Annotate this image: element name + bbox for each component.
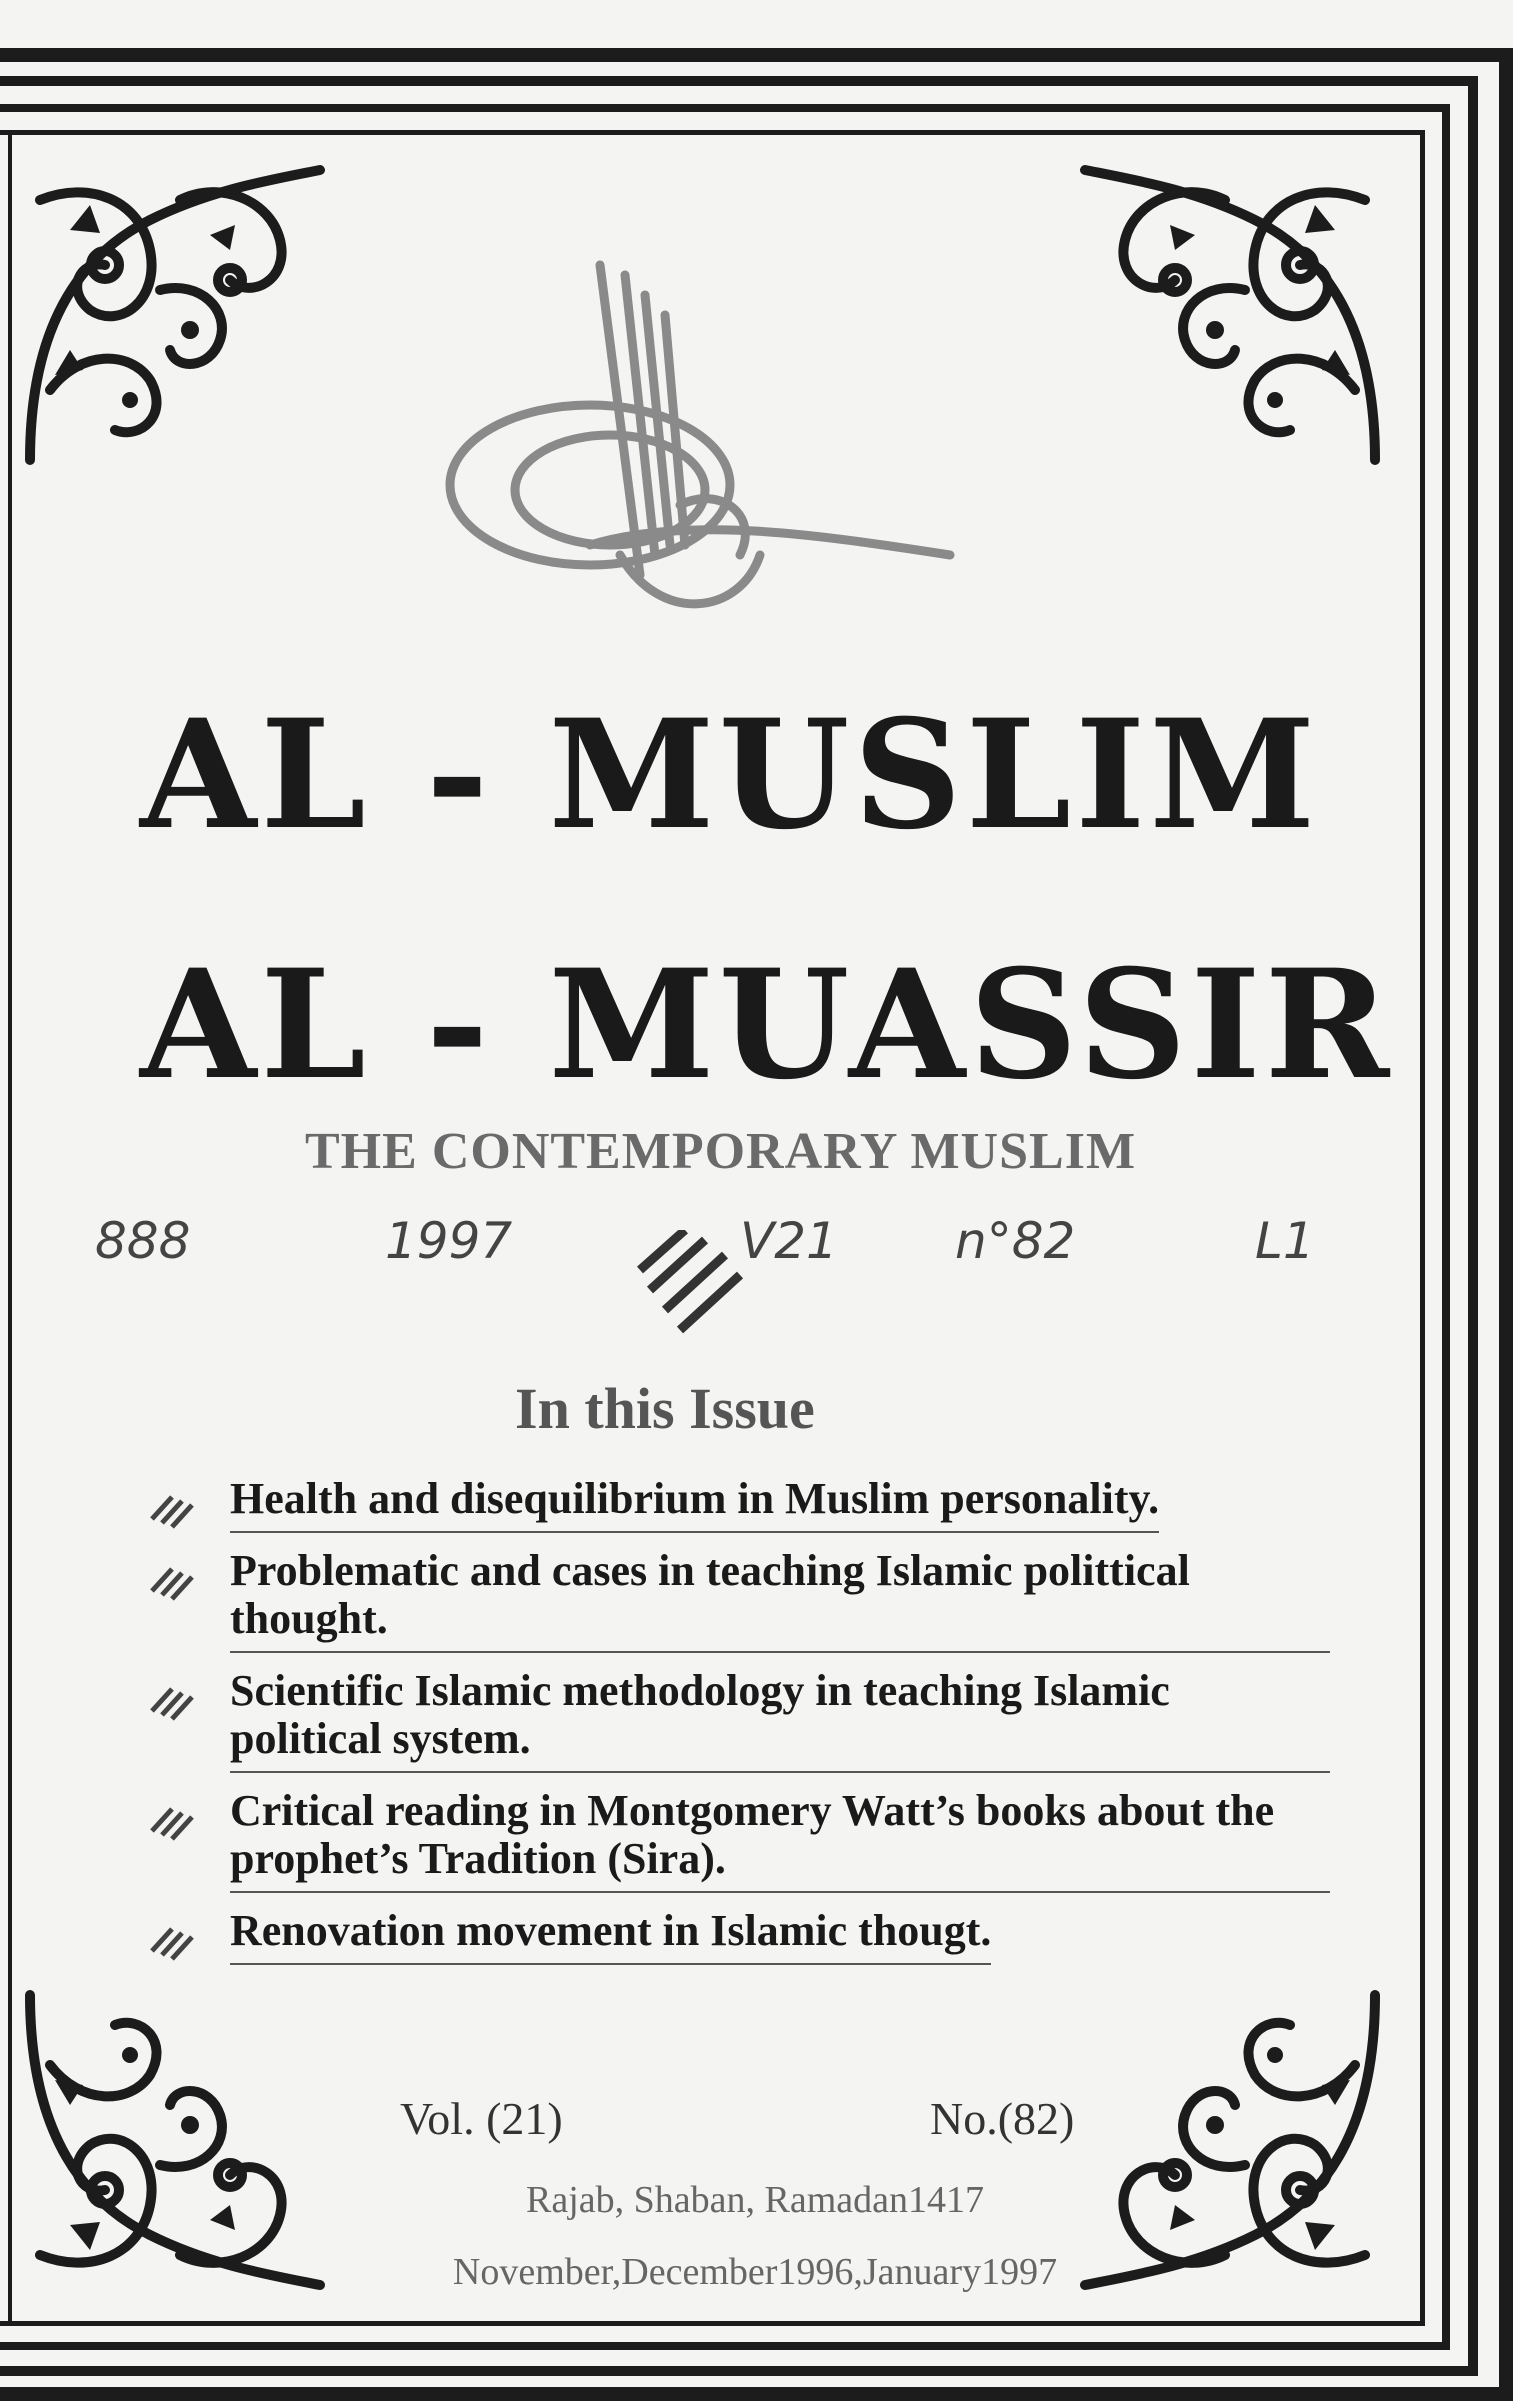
list-item [150, 1475, 1350, 1533]
handwritten-note: n°82 [955, 1212, 1076, 1270]
contents-item-text: Health and disequilibrium in Muslim personality. [230, 1475, 1159, 1533]
masthead-title-line1: AL - MUSLIM [140, 687, 1320, 863]
list-item [150, 1667, 1350, 1773]
section-divider-icon [630, 1230, 745, 1345]
handwritten-note: L1 [1255, 1212, 1315, 1270]
corner-ornament-top-right [1065, 140, 1395, 480]
handwritten-note: V21 [740, 1212, 838, 1270]
issue-number-label: No.(82) [930, 2093, 1075, 2144]
contents-item-text: Problematic and cases in teaching Islamic polittical thought. [230, 1547, 1330, 1653]
tughra-emblem [440, 255, 960, 635]
contents-heading: In this Issue [515, 1376, 815, 1441]
hatch-bullet-icon [150, 1489, 200, 1529]
list-item [150, 1907, 1350, 1965]
list-item [150, 1787, 1350, 1893]
gregorian-date: November,December1996,January1997 [452, 2251, 1058, 2293]
corner-ornament-top-left [10, 140, 340, 480]
hatch-bullet-icon [150, 1681, 200, 1721]
hijri-date: Rajab, Shaban, Ramadan1417 [525, 2179, 984, 2221]
contents-item-text: Renovation movement in Islamic thougt. [230, 1907, 991, 1965]
hatch-bullet-icon [150, 1561, 200, 1601]
hatch-bullet-icon [150, 1921, 200, 1961]
list-item [150, 1547, 1350, 1653]
handwritten-note: 888 [95, 1212, 191, 1270]
contents-list [150, 1475, 1350, 1979]
contents-item-text: Critical reading in Montgomery Watt’s books about the prophet’s Tradition (Sira). [230, 1787, 1330, 1893]
hatch-bullet-icon [150, 1801, 200, 1841]
handwritten-note: 1997 [385, 1212, 513, 1270]
volume-label: Vol. (21) [400, 2093, 563, 2144]
contents-item-text: Scientific Islamic methodology in teaching Islamic political system. [230, 1667, 1330, 1773]
masthead-title-line2: AL - MUASSIR [140, 937, 1394, 1113]
masthead-subtitle: THE CONTEMPORARY MUSLIM [305, 1123, 1137, 1180]
